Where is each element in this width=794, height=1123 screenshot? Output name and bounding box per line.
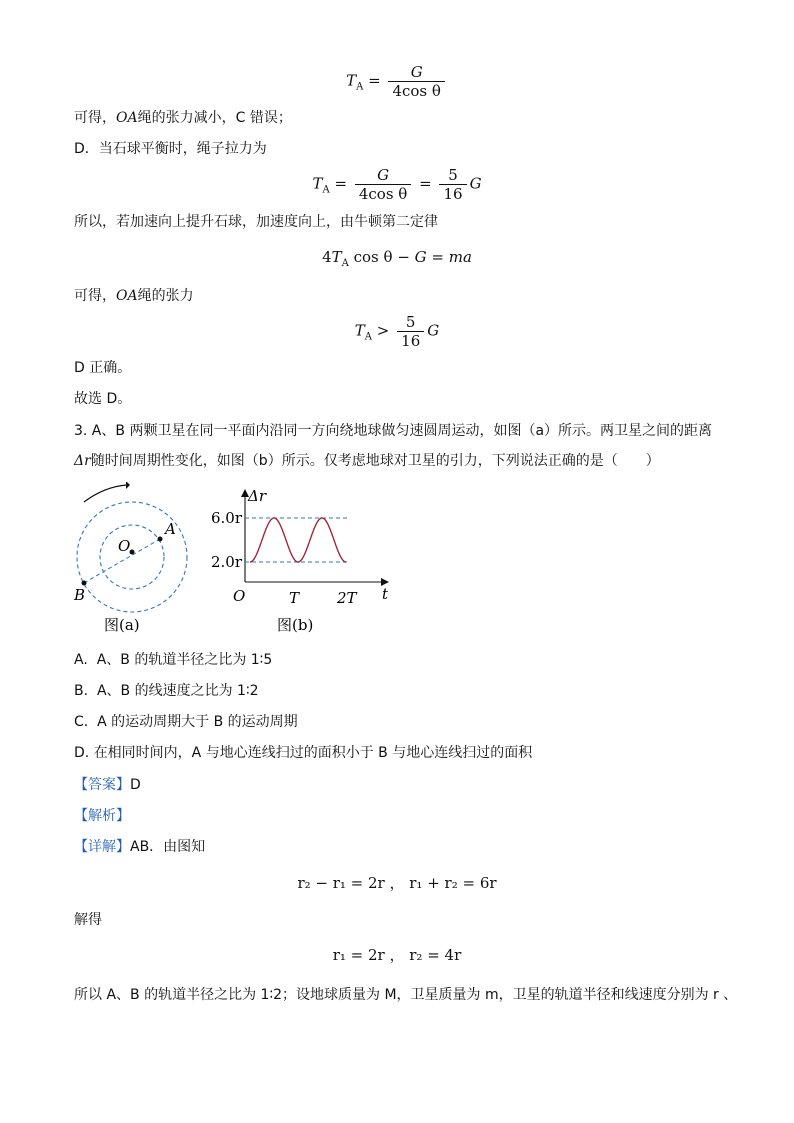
frac-num: G [410, 63, 423, 81]
frac-num: G [377, 166, 390, 184]
eq-sub: A [322, 184, 330, 196]
eq-sub: A [341, 258, 349, 269]
eq-var: ma [448, 248, 472, 266]
option-d[interactable] [74, 743, 532, 763]
option-label: D. [74, 745, 90, 761]
figure-b-graph [205, 487, 395, 639]
option-b[interactable] [74, 681, 259, 701]
delta-r-curve [250, 518, 346, 562]
text: 绳的张力 [137, 288, 194, 304]
tick-2T: 2T [337, 589, 357, 607]
eq-sign: = [419, 174, 432, 193]
fraction [397, 313, 424, 350]
eq-var: G [414, 248, 427, 266]
paragraph-1 [74, 108, 292, 128]
answer-line [74, 775, 141, 795]
frac-den: 16 [401, 332, 421, 350]
var: OA [116, 288, 138, 304]
option-text: A、B 的轨道半径之比为 1∶5 [96, 652, 273, 668]
figure-b-caption: 图(b) [277, 616, 314, 634]
frac-num: 5 [439, 166, 466, 185]
option-a[interactable] [74, 650, 272, 670]
question-3-line-2 [74, 451, 660, 471]
satellite-a-dot [158, 537, 163, 542]
tick-2r: 2.0r [211, 553, 243, 571]
label-b: B [74, 586, 86, 604]
eq-sub: A [356, 81, 364, 93]
equation-tension-2 [0, 166, 794, 203]
answer-value: D [130, 777, 141, 793]
eq-var: T [346, 71, 357, 90]
eq-var: G [427, 321, 440, 340]
y-axis-label: Δr [248, 487, 267, 505]
eq-part: = [426, 248, 449, 266]
eq-sign: > [376, 321, 390, 340]
question-3-line-1: 3. A、B 两颗卫星在同一平面内沿同一方向绕地球做匀速圆周运动，如图（a）所示。两卫星之间的距离 [74, 423, 713, 439]
paragraph-6: 故选 D。 [74, 391, 132, 407]
eq-var: G [469, 174, 482, 193]
direction-arc [84, 485, 126, 502]
equation-radii-solution: r₁ = 2r ， r₂ = 4r [332, 946, 462, 964]
paragraph-3: 所以，若加速向上提升石球，加速度向上，由牛顿第二定律 [74, 214, 438, 230]
equation-radii-sum: r₂ − r₁ = 2r ， r₁ + r₂ = 6r [297, 874, 497, 892]
paragraph-8: 所以 A、B 的轨道半径之比为 1∶2；设地球质量为 M，卫星质量为 m，卫星的轨道半径和线速度分别为 r 、 [74, 987, 738, 1003]
satellite-b-dot [82, 581, 87, 586]
analysis-tag: 【解析】 [74, 808, 130, 824]
origin-label: O [233, 587, 246, 605]
frac-den: 4cos θ [358, 185, 408, 203]
eq-sign: = [368, 71, 381, 90]
eq-var: T [331, 248, 342, 266]
detail-line [74, 837, 205, 857]
paragraph-4 [74, 286, 194, 306]
option-c[interactable] [74, 712, 298, 732]
frac-den: 16 [443, 185, 463, 203]
frac-den: 4cos θ [392, 82, 441, 100]
option-label: C. [74, 714, 89, 730]
paragraph-7: 解得 [74, 912, 102, 928]
option-text: 在相同时间内，A 与地心连线扫过的面积小于 B 与地心连线扫过的面积 [93, 745, 533, 761]
label-o: O [118, 537, 131, 555]
eq-sign: = [334, 174, 348, 193]
text: 可得， [74, 110, 116, 126]
frac-num: 5 [397, 313, 424, 332]
tick-6r: 6.0r [211, 509, 243, 527]
option-label: A. [74, 652, 88, 668]
detail-tag: 【详解】 [74, 839, 130, 855]
detail-text: AB．由图知 [130, 839, 206, 855]
text: 可得， [74, 288, 116, 304]
inner-orbit [100, 525, 164, 589]
option-text: A、B 的线速度之比为 1∶2 [96, 683, 259, 699]
fraction [355, 166, 411, 203]
equation-newton [0, 247, 794, 274]
eq-part: 4 [322, 248, 332, 266]
label-a: A [165, 520, 176, 538]
eq-part: cos θ − [348, 248, 415, 266]
paragraph-2: D．当石球平衡时，绳子拉力为 [74, 141, 267, 157]
eq-sub: A [364, 331, 373, 343]
var: OA [116, 110, 138, 126]
fraction [388, 63, 444, 100]
tick-T: T [289, 589, 300, 607]
answer-tag: 【答案】 [74, 777, 130, 793]
option-label: B. [74, 683, 89, 699]
eq-var: T [312, 174, 323, 193]
option-text: A 的运动周期大于 B 的运动周期 [97, 714, 298, 730]
var: Δr [74, 453, 91, 469]
eq-var: T [354, 321, 365, 340]
equation-inequality [0, 313, 794, 350]
figure-a-orbits [64, 482, 188, 638]
arrow-head-icon [126, 482, 130, 489]
analysis-line [74, 806, 130, 826]
equation-tension-1 [0, 63, 794, 100]
x-axis-label: t [382, 585, 389, 603]
paragraph-5: D 正确。 [74, 360, 132, 376]
outer-orbit [77, 502, 187, 612]
figure-a-caption: 图(a) [104, 616, 140, 634]
fraction [439, 166, 466, 203]
text: 绳的张力减小，C 错误； [137, 110, 292, 126]
text: 随时间周期性变化，如图（b）所示。仅考虑地球对卫星的引力，下列说法正确的是（ ） [90, 453, 660, 469]
